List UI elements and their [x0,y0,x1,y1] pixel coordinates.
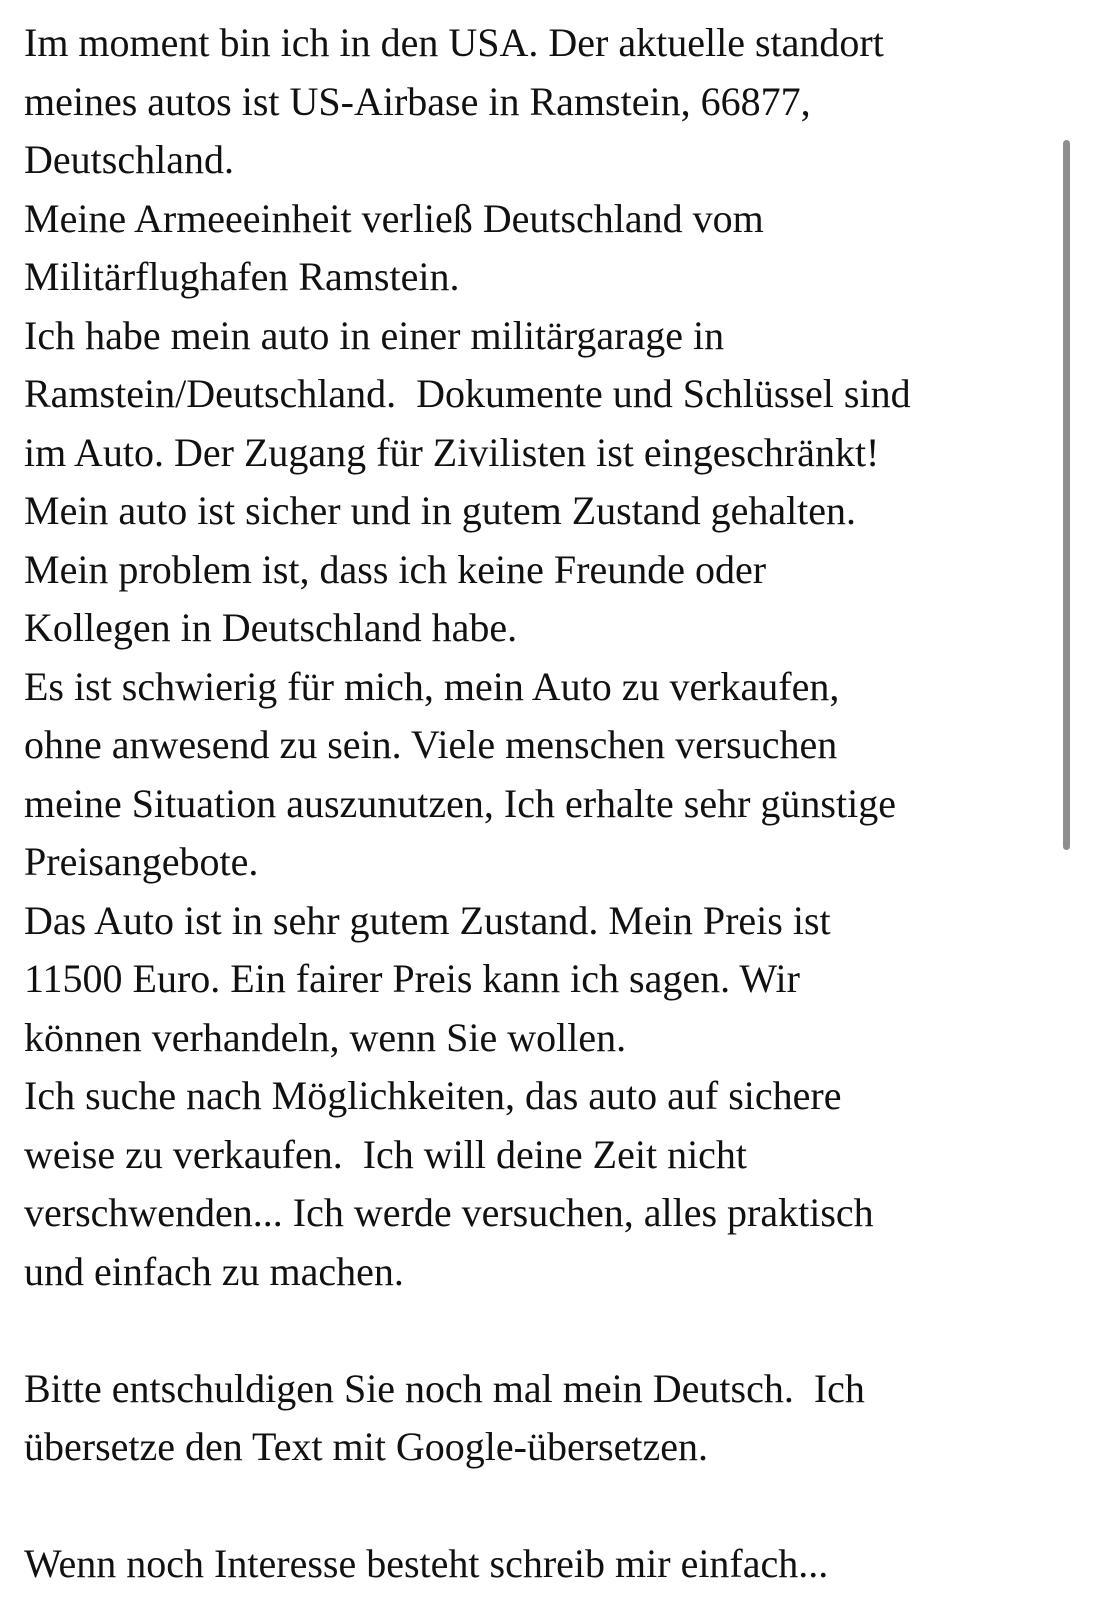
message-line: Bitte entschuldigen Sie noch mal mein Deutsch. Ich [24,1365,865,1411]
message-line: meine Situation auszunutzen, Ich erhalte sehr günstige [24,780,896,826]
message-line: Meine Armeeeinheit verließ Deutschland vom [24,195,764,241]
message-line: Deutschland. [24,137,234,182]
message-line: ohne anwesend zu sein. Viele menschen versuchen [24,722,838,767]
blank-line [24,1301,1061,1360]
message-line: Im moment bin ich in den USA. Der aktuelle standort [24,20,884,65]
message-line: Ramstein/Deutschland. Dokumente und Schlüssel sind [24,371,911,416]
message-line: weise zu verkaufen. Ich will deine Zeit nicht [24,1131,748,1177]
message-line: Mein auto ist sicher und in gutem Zustand gehalten. [24,488,857,533]
message-line: Wenn noch Interesse besteht schreib mir einfach... [24,1541,829,1586]
message-line: Militärflughafen Ramstein. [24,254,460,299]
vertical-scrollbar[interactable] [1063,140,1070,850]
message-line: im Auto. Der Zugang für Zivilisten ist eingeschränkt! [24,429,880,475]
message-line: verschwenden... Ich werde versuchen, alles praktisch [24,1190,874,1235]
message-line: Ich suche nach Möglichkeiten, das auto auf sichere [24,1073,842,1118]
message-line: Das Auto ist in sehr gutem Zustand. Mein Preis ist [24,897,831,943]
message-line: Preisangebote. [24,839,259,884]
message-line: Kollegen in Deutschland habe. [24,605,518,650]
message-line: Mein problem ist, dass ich keine Freunde oder [24,546,767,592]
blank-line [24,1477,1061,1536]
message-line: übersetze den Text mit Google-übersetzen. [24,1424,708,1469]
message-line: Es ist schwierig für mich, mein Auto zu verkaufen, [24,663,840,709]
message-line: können verhandeln, wenn Sie wollen. [24,1014,627,1060]
message-line: 11500 Euro. Ein fairer Preis kann ich sagen. Wir [24,956,800,1001]
message-body [24,14,1061,1594]
message-line: Ich habe mein auto in einer militärgarage in [24,312,725,358]
message-line: meines autos ist US-Airbase in Ramstein, 66877, [24,78,811,124]
message-line: und einfach zu machen. [24,1248,404,1294]
